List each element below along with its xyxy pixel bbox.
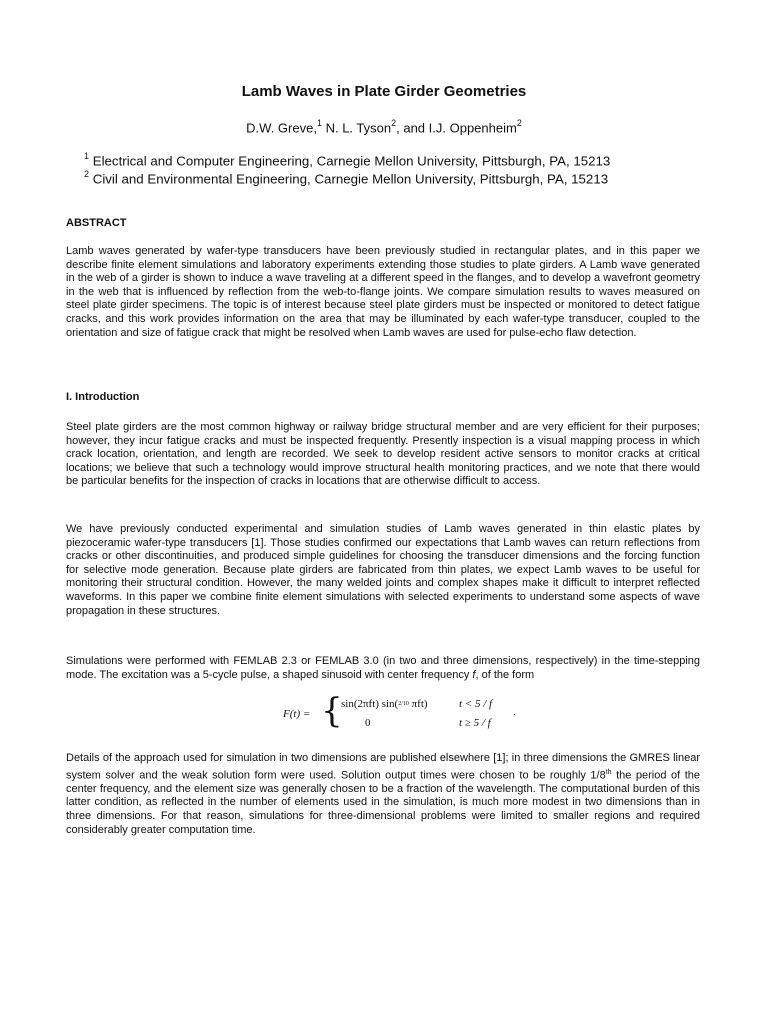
formula-case-1: [341, 698, 428, 710]
excitation-formula: [283, 691, 523, 736]
formula-condition-2: t ≥ 5 / f: [459, 717, 491, 729]
intro-p3-text: Simulations were performed with FEMLAB 2.3 or FEMLAB 3.0 (in two and three dimensions, respectively) in the time-stepping mode. The excitation was a 5-cycle pulse, a shaped sinusoid with center frequency: [66, 655, 700, 681]
formula-period: .: [513, 706, 516, 718]
formula-case-2: 0: [365, 717, 371, 729]
abstract-paragraph: Lamb waves generated by wafer-type transducers have been previously studied in rectangular plates, and in this paper we describe finite element simulations and laboratory experiments extending those studies to plate girders. A Lamb wave generated in the web of a girder is shown to induce a wave traveling at a different speed in the flanges, and to develop a wavefront geometry in the web that is influenced by reflection from the web-to-flange joints. We compare simulation results to waves measured on steel plate girder specimens. The topic is of interest because steel plate girders must be inspected or monitored to detect fatigue cracks, and this work provides information on the area that may be illuminated by each wafer-type transducer, coupled to the orientation and size of fatigue crack that might be resolved when Lamb waves are used for pulse-echo flaw detection.: [66, 245, 700, 339]
affiliation-mark: 2: [84, 169, 90, 179]
intro-paragraph-1: Steel plate girders are the most common highway or railway bridge structural member and are very efficient for their purposes; however, they incur fatigue cracks and must be inspected frequently. Presently inspection is a visual mapping process in which crack location, orientation, and length are recorded. We seek to develop resident active sensors to monitor cracks at critical locations; we believe that such a technology would improve structural health monitoring practices, and we note that there would be particular benefits for the inspection of cracks in locations that are otherwise difficult to access.: [66, 421, 700, 488]
formula-condition-1: t < 5 / f: [459, 698, 493, 710]
formula-case-1-expr: sin(2πft) sin(: [341, 698, 399, 710]
intro-paragraph-4: [66, 752, 700, 837]
formula-lhs: F(t) =: [283, 708, 311, 720]
affiliation-text: Civil and Environmental Engineering, Carnegie Mellon University, Pittsburgh, PA, 15213: [89, 171, 609, 187]
affiliation-mark: 1: [84, 151, 90, 161]
intro-paragraph-2: We have previously conducted experimental and simulation studies of Lamb waves generated in thin elastic plates by piezoceramic wafer-type transducers [1]. Those studies confirmed our expectations that Lamb waves can return reflections from cracks or other discontinuities, and produced simple guidelines for choosing the transducer dimensions and the forcing function for selective mode generation. Because plate girders are fabricated from thin plates, we expect Lamb waves to be useful for monitoring their structural condition. However, the many welded joints and complex shapes make it difficult to interpret reflected waveforms. In this paper we combine finite element simulations with selected experiments to understand some aspects of wave propagation in these structures.: [66, 523, 700, 617]
intro-p4-text: Details of the approach used for simulation in two dimensions are published elsewhere [1]; in three dimensions the GMRES linear system solver and the weak solution form were used. Solution output times were chosen to be roughly 1/8: [66, 752, 700, 782]
formula-case-1-frac: 2/10: [398, 701, 409, 707]
author-affil-mark: 1: [316, 118, 322, 128]
intro-p4-superscript: th: [605, 768, 612, 776]
intro-p4-text-end: the period of the center frequency, and the element size was generally chosen to be a fraction of the wavelength. The computational burden of this latter condition, as reflected in the number of elements used in the simulation, is much more modest in two dimensions than in three dimensions. For that reason, simulations for three-dimensional problems were limited to smaller regions and required considerably greater computation time.: [66, 769, 700, 836]
author-line: [0, 119, 768, 135]
intro-paragraph-3: [66, 655, 700, 682]
abstract-heading: ABSTRACT: [66, 217, 127, 229]
paper-title: Lamb Waves in Plate Girder Geometries: [241, 83, 527, 100]
affiliation-2: [84, 170, 608, 186]
affiliation-text: Electrical and Computer Engineering, Carnegie Mellon University, Pittsburgh, PA, 15213: [89, 153, 611, 169]
formula-brace: {: [321, 691, 343, 731]
author-tyson: N. L. Tyson: [321, 120, 392, 136]
author-affil-mark: 2: [391, 118, 397, 128]
author-affil-mark: 2: [516, 118, 522, 128]
author-greve: D.W. Greve,: [246, 120, 317, 136]
intro-p3-text-end: , of the form: [475, 668, 535, 681]
intro-p3-symbol: f: [472, 668, 476, 681]
formula-case-1-end: πft): [408, 698, 428, 710]
author-oppenheim: , and I.J. Oppenheim: [396, 120, 517, 136]
affiliation-1: [84, 152, 610, 168]
introduction-heading: I. Introduction: [66, 391, 140, 403]
